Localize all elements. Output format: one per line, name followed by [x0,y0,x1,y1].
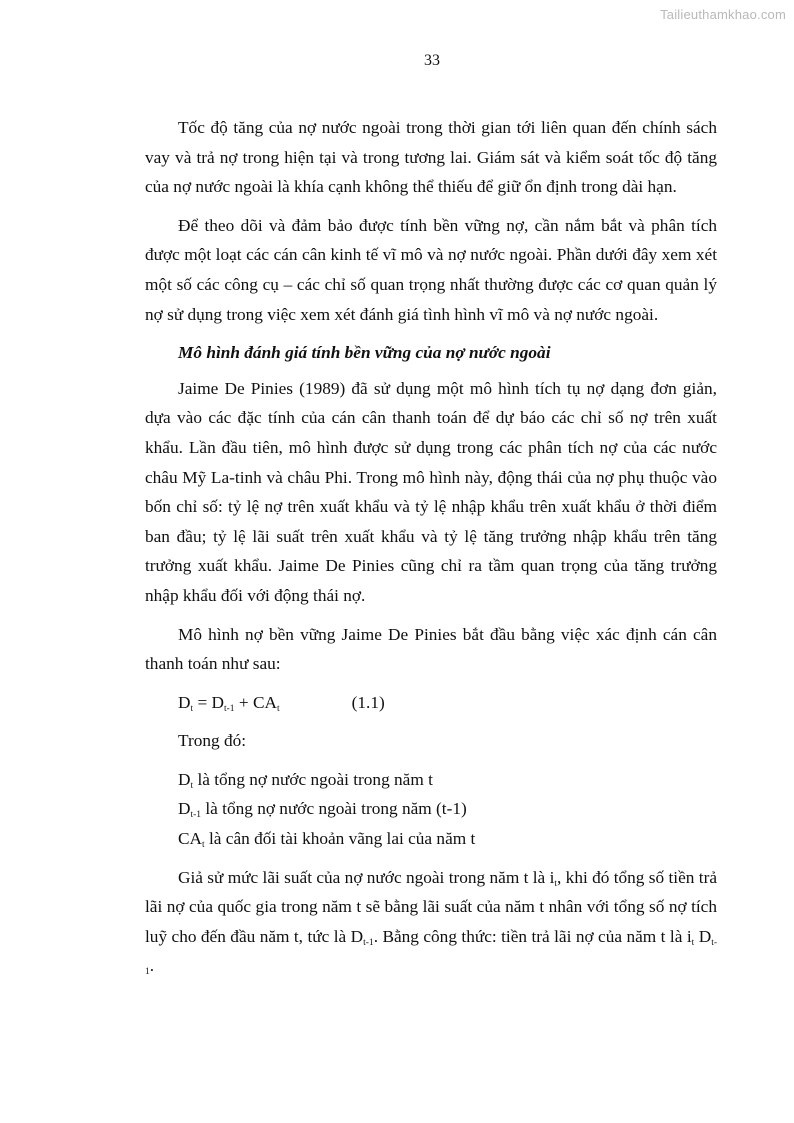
equation-1-1: $D_t = D_{t-1} + CA_t$ (1.1) [178,688,717,718]
definition-cat: $CA_t$ là cân đối tài khoản vãng lai của năm t [178,829,476,851]
paragraph-balance-of-payments: Mô hình nợ bền vững Jaime De Pinies bắt đầu bằng việc xác định cán cân thanh toán như sau: [145,624,717,674]
equation-number: (1.1) [351,692,385,712]
section-heading: Mô hình đánh giá tính bền vững của nợ nước ngoài [178,343,551,363]
document-body [145,113,717,990]
paragraph-interest-payment: Giả sử mức lãi suất của nợ nước ngoài trong năm t là $i_t$, khi đó tổng số tiền trả lãi nợ của quốc gia trong năm t sẽ bằng lãi suất của năm t nhân với tổng số nợ tích luỹ cho đến đầu năm t, tức là $D_{t-1}$. Bằng công thức: tiền trả lãi nợ của năm t là $i_t$ $D_{t-1}$. [145,867,717,978]
formula-block [145,688,717,854]
where-label: Trong đó: [178,731,247,751]
definition-dt: $D_t$ là tổng nợ nước ngoài trong năm t [178,769,433,791]
paragraph-debt-growth: Tốc độ tăng của nợ nước ngoài trong thời gian tới liên quan đến chính sách vay và trả nợ trong hiện tại và trong tương lai. Giám sát và kiểm soát tốc độ tăng của nợ nước ngoài là khía cạnh không thể thiếu để giữ ổn định trong dài hạn. [145,118,717,197]
page-number: 33 [424,52,440,69]
paragraph-de-pinies-model: Jaime De Pinies (1989) đã sử dụng một mô hình tích tụ nợ dạng đơn giản, dựa vào các đặc tính của cán cân thanh toán để dự báo các chỉ số nợ trên xuất khẩu. Lần đầu tiên, mô hình được sử dụng trong các phân tích nợ của các nước châu Mỹ La-tinh và châu Phi. Trong mô hình này, động thái của nợ phụ thuộc vào bốn chỉ số: tỷ lệ nợ trên xuất khẩu và tỷ lệ nhập khẩu trên xuất khẩu ở thời điểm ban đầu; tỷ lệ lãi suất trên xuất khẩu và tỷ lệ tăng trưởng nhập khẩu trên tăng trưởng xuất khẩu. Jaime De Pinies cũng chỉ ra tầm quan trọng của tăng trưởng nhập khẩu đối với động thái nợ. [145,378,717,605]
watermark: Tailieuthamkhao.com [660,7,786,22]
paragraph-debt-sustainability: Để theo dõi và đảm bảo được tính bền vững nợ, cần nắm bắt và phân tích được một loạt các cán cân kinh tế vĩ mô và nợ nước ngoài. Phần dưới đây xem xét một số các công cụ – các chỉ số quan trọng nhất thường được các cơ quan quản lý nợ sử dụng trong việc xem xét đánh giá tình hình vĩ mô và nợ nước ngoài. [145,215,717,324]
definition-dt-1: $D_{t-1}$ là tổng nợ nước ngoài trong năm (t-1) [178,799,467,821]
